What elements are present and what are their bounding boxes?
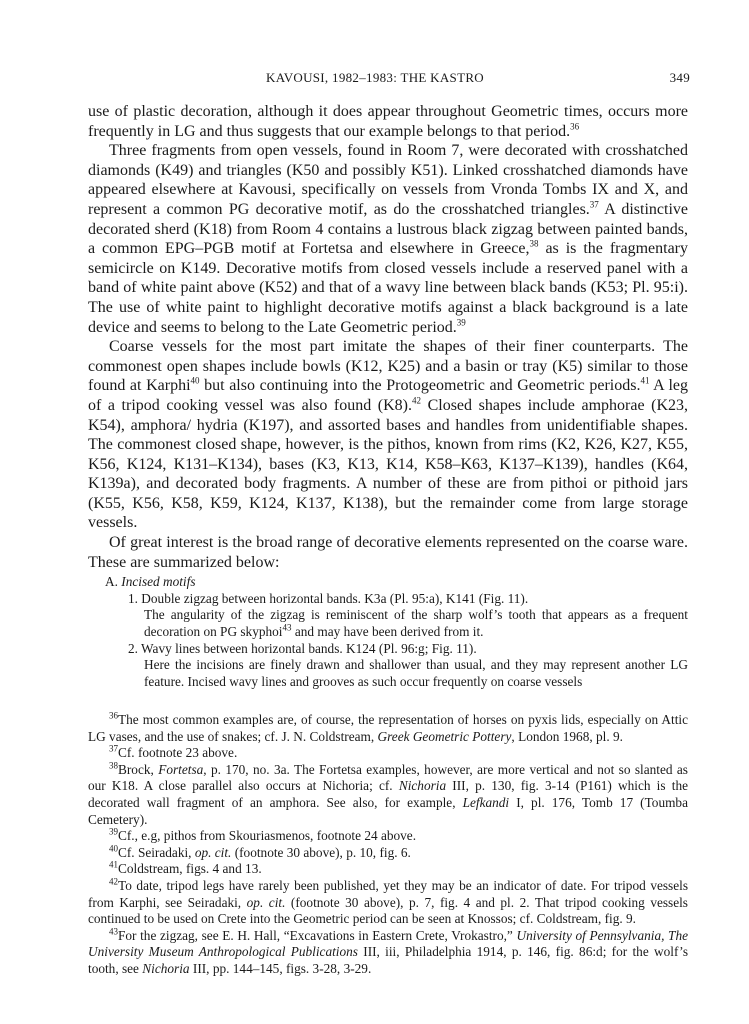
footnote-41: $^{41}$Coldstream, figs. 4 and 13. (109, 859, 262, 877)
footnote-ref: 40 (190, 375, 200, 386)
paragraph-2: Three fragments from open vessels, found in Room 7, were decorated with crosshatched diamonds (K49) and triangles (K50 and possibly K51). Linked crosshatched diamonds have appeared elsewhere at Kavousi, specifically on vessels from Vronda Tombs IX and X, and represent a common PG decorative motif, as do the crosshatched triangles.$^{37}$ A distinctive decorated sherd (K18) from Room 4 contains a lustrous black zigzag between painted bands, a common EPG–PGB motif at Fortetsa and elsewhere in Greece,$^{38}$ as is the fragmentary semicircle on K149. Decorative motifs from closed vessels include a reserved panel with a band of white paint above (K52) and that of a wavy line between black bands (K53; Pl. 95:i). The use of white paint to highlight decorative motifs against a black background is a late device and seems to belong to the Late Geometric period.$^{39}$ (88, 142, 689, 336)
footnote-38: $^{38}$Brock, Fortetsa, p. 170, no. 3a. The Fortetsa examples, however, are more vertical and not so slanted as our K18. A close parallel also occurs at Nichoria; cf. Nichoria III, p. 130, fig. 3-14 (P161) which is the decorated wall fragment of an amphora. See also, for example, Lefkandi I, pl. 176, Tomb 17 (Toumba Cemetery). (88, 760, 688, 827)
footnote-36: $^{36}$The most common examples are, of course, the representation of horses on pyxis lids, especially on Attic LG vases, and the use of snakes; cf. J. N. Coldstream, Greek Geometric Pottery, London 1968, pl. 9. (88, 710, 688, 744)
footnote-43: $^{43}$For the zigzag, see E. H. Hall, “Excavations in Eastern Crete, Vrokastro,” University of Pennsylvania, The University Museum Anthropological Publications III, iii, Philadelphia 1914, p. 146, fig. 86:d; for the wolf’s tooth, see Nichoria III, pp. 144–145, figs. 3-28, 3-29. (88, 926, 688, 976)
footnote-39: $^{39}$Cf., e.g, pithos from Skouriasmenos, footnote 24 above. (109, 826, 417, 844)
list-item-description: The angularity of the zigzag is reminiscent of the sharp wolf’s tooth that appears as a frequent decoration on PG skyphoi$^{43}$ and may have been derived from it. (144, 607, 688, 640)
footnote-ref: 38 (529, 238, 539, 249)
footnote-ref: 43 (282, 622, 292, 633)
motif-list (88, 574, 688, 690)
paragraph-3: Coarse vessels for the most part imitate the shapes of their finer counterparts. The commonest open shapes include bowls (K12, K25) and a basin or tray (K5) similar to those found at Karphi$^{40}$ but also continuing into the Protogeometric and Geometric periods.$^{41}$ A leg of a tripod cooking vessel was also found (K8).$^{42}$ Closed shapes include amphorae (K23, K54), amphora/ hydria (K197), and assorted bases and handles from unidentifiable shapes. The commonest closed shape, however, is the pithos, known from rims (K2, K26, K27, K55, K56, K124, K131–K134), bases (K3, K13, K14, K58–K63, K137–K139), handles (K64, K139a), and decorated body fragments. A number of these are from pithoi or pithoid jars (K55, K56, K58, K59, K124, K137, K138), but the remainder come from large storage vessels. (88, 338, 689, 532)
footnote-ref: 42 (412, 395, 422, 406)
footnote-ref: 36 (570, 121, 580, 132)
main-text (88, 102, 688, 690)
list-item-label: 1. Double zigzag between horizontal bands. K3a (Pl. 95:a), K141 (Fig. 11). (128, 590, 529, 606)
paragraph-1: use of plastic decoration, although it does appear throughout Geometric times, occurs more frequently in LG and thus suggests that our example belongs to that period.$^{36}$ (88, 103, 688, 140)
list-item-description: Here the incisions are finely drawn and shallower than usual, and they may represent another LG feature. Incised wavy lines and grooves as such occur frequently on coarse vessels (144, 657, 688, 689)
list-heading: A. Incised motifs (105, 574, 196, 590)
footnote-40: $^{40}$Cf. Seiradaki, op. cit. (footnote 30 above), p. 10, fig. 6. (109, 843, 411, 860)
footnote-ref: 41 (640, 375, 650, 386)
list-item-label: 2. Wavy lines between horizontal bands. K124 (Pl. 96:g; Fig. 11). (128, 640, 477, 656)
page-number: 349 (669, 70, 690, 85)
footnote-ref: 39 (456, 317, 466, 328)
paragraph-4: Of great interest is the broad range of decorative elements represented on the coarse ware. These are summarized below: (88, 534, 688, 571)
footnote-37: $^{37}$Cf. footnote 23 above. (109, 743, 238, 761)
running-title: KAVOUSI, 1982–1983: THE KASTRO (266, 70, 484, 85)
footnotes (88, 712, 688, 978)
footnote-42: $^{42}$To date, tripod legs have rarely been published, yet they may be an indicator of date. For tripod vessels from Karphi, see Seiradaki, op. cit. (footnote 30 above), p. 7, fig. 4 and pl. 2. That tripod cooking vessels continued to be used on Crete into the Geometric period can be seen at Knossos; cf. Coldstream, fig. 9. (88, 876, 688, 927)
footnote-ref: 37 (589, 199, 599, 210)
